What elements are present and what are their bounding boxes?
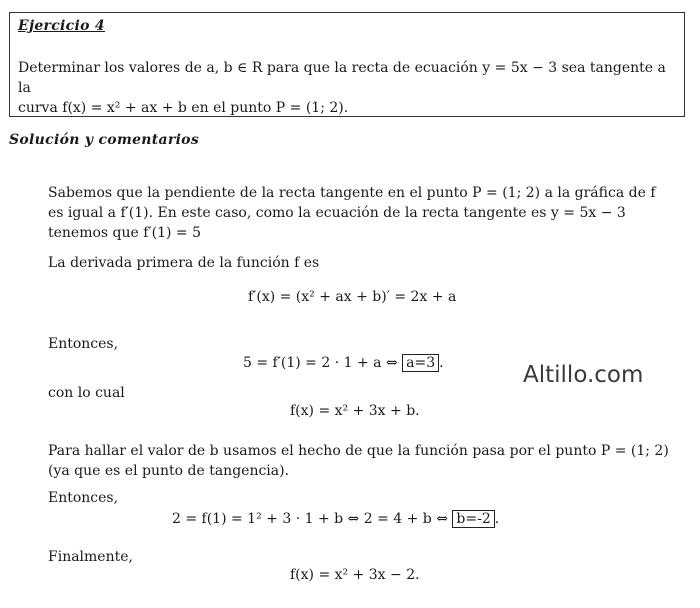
exercise-title: Ejercicio 4 xyxy=(18,18,105,34)
con-lo-cual-label: con lo cual xyxy=(48,385,125,401)
tangency-equation-text: 2 = f(1) = 1² + 3 · 1 + b ⇔ 2 = 4 + b ⇔ xyxy=(172,511,448,527)
finalmente-label: Finalmente, xyxy=(48,549,133,565)
statement-line-2: curva f(x) = x² + ax + b en el punto P = (1; 2). xyxy=(18,100,349,116)
entonces-label-2: Entonces, xyxy=(48,490,119,506)
exercise-statement xyxy=(18,58,678,118)
solution-paragraph-2: La derivada primera de la función f es xyxy=(48,255,320,271)
statement-line-1: Determinar los valores de a, b ∈ R para que la recta de ecuación y = 5x − 3 sea tangente a la xyxy=(18,60,666,96)
final-function-equation: f(x) = x² + 3x − 2. xyxy=(290,567,420,583)
entonces-label-1: Entonces, xyxy=(48,336,119,352)
altillo-watermark: Altillo.com xyxy=(523,362,644,388)
result-b-box: b=-2 xyxy=(452,510,494,528)
solution-heading: Solución y comentarios xyxy=(9,132,200,148)
exercise-box xyxy=(9,12,685,117)
tangency-point-equation: 2 = f(1) = 1² + 3 · 1 + b ⇔ 2 = 4 + b ⇔ b=-2 . xyxy=(172,511,500,527)
slope-equation-text: 5 = f′(1) = 2 · 1 + a ⇔ xyxy=(243,355,398,371)
solution-paragraph-3: Para hallar el valor de b usamos el hecho de que la función pasa por el punto P = (1; 2) (ya que es el punto de tangencia). xyxy=(48,443,669,479)
slope-equation: 5 = f′(1) = 2 · 1 + a ⇔ a=3 . xyxy=(243,355,444,371)
solution-paragraph-1: Sabemos que la pendiente de la recta tangente en el punto P = (1; 2) a la gráfica de f es igual a f′(1). En este caso, como la ecuación de la recta tangente es y = 5x − 3 tenemos que f′(1) = 5 xyxy=(48,185,656,241)
result-a-box: a=3 xyxy=(402,354,439,372)
function-with-a-equation: f(x) = x² + 3x + b. xyxy=(290,403,420,419)
derivative-equation: f′(x) = (x² + ax + b)′ = 2x + a xyxy=(248,289,457,305)
